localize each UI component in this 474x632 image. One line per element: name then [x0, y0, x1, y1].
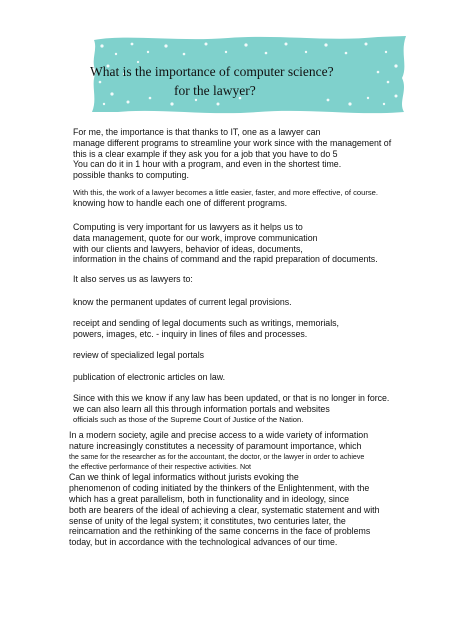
text-line: phenomenon of coding initiated by the thinkers of the Enlightenment, with the: [69, 483, 370, 494]
text-line: possible thanks to computing.: [73, 170, 189, 181]
paragraph-7: [73, 350, 204, 361]
text-line: with our clients and lawyers, behavior of ideas, documents,: [73, 243, 303, 254]
text-line: we can also learn all this through information portals and websites: [73, 403, 330, 414]
text-line: knowing how to handle each one of different programs.: [73, 198, 288, 209]
text-line: sense of unity of the legal system; it constitutes, two centuries later, the: [69, 515, 346, 526]
text-line: data management, quote for our work, improve communication: [73, 232, 318, 243]
text-line: Can we think of legal informatics without jurists evoking the: [69, 472, 299, 483]
text-line: officials such as those of the Supreme Court of Justice of the Nation.: [73, 414, 304, 424]
paragraph-5: [73, 297, 292, 308]
title-banner: [88, 32, 410, 116]
text-line: receipt and sending of legal documents such as writings, memorials,: [73, 318, 339, 328]
text-line: which has a great parallelism, both in functionality and in ideology, since: [69, 494, 350, 504]
paragraph-10: [69, 430, 380, 548]
text-line: the effective performance of their respective activities. Not: [69, 463, 252, 471]
paragraph-3: [73, 222, 378, 265]
title-line-2: for the lawyer?: [174, 83, 256, 98]
paragraph-8: [73, 372, 225, 383]
text-line: nature increasingly constitutes a necessity of paramount importance, which: [69, 440, 362, 451]
text-line: manage different programs to streamline your work since with the management of: [73, 137, 392, 148]
text-line: review of specialized legal portals: [73, 350, 205, 360]
text-line: powers, images, etc. - inquiry in lines of files and processes.: [73, 328, 308, 339]
paragraph-6: [73, 318, 339, 340]
text-line: You can do it in 1 hour with a program, and even in the shortest time.: [73, 159, 342, 170]
paragraph-2: [73, 188, 378, 209]
text-line: this is a clear example if they ask you for a job that you have to do 5: [73, 148, 338, 159]
paragraph-9: [73, 393, 389, 425]
text-line: Since with this we know if any law has been updated, or that is no longer in force.: [73, 393, 390, 403]
text-line: It also serves us as lawyers to:: [73, 274, 193, 284]
paragraph-1: [73, 127, 391, 181]
text-line: reincarnation and the rethinking of the same concerns in the face of problems: [69, 526, 371, 537]
title-line-1: What is the importance of computer science?: [90, 64, 334, 79]
text-line: In a modern society, agile and precise access to a wide variety of information: [69, 430, 369, 440]
text-line: For me, the importance is that thanks to IT, one as a lawyer can: [73, 127, 321, 137]
paragraph-4: [73, 274, 193, 285]
text-line: With this, the work of a lawyer becomes a little easier, faster, and more effective, of course.: [73, 188, 379, 197]
text-line: Computing is very important for us lawyers as it helps us to: [73, 222, 303, 232]
text-line: know the permanent updates of current legal provisions.: [73, 297, 292, 307]
text-line: publication of electronic articles on law.: [73, 372, 226, 382]
text-line: the same for the researcher as for the accountant, the doctor, or the lawyer in order to achieve: [69, 452, 365, 461]
text-line: both are bearers of the ideal of achieving a clear, systematic statement and with: [69, 504, 380, 515]
text-line: information in the chains of command and the rapid preparation of documents.: [73, 254, 378, 265]
text-line: today, but in accordance with the technological advances of our time.: [69, 537, 338, 548]
